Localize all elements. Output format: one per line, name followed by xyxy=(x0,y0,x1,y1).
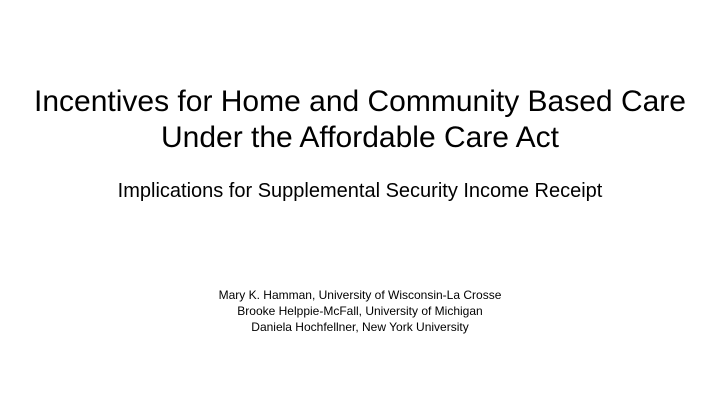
author-1: Mary K. Hamman, University of Wisconsin-La Crosse xyxy=(218,288,502,302)
slide-title-line-2: Under the Affordable Care Act xyxy=(160,121,560,154)
slide-title-line-1: Incentives for Home and Community Based Care xyxy=(34,85,686,118)
author-list xyxy=(0,287,720,335)
author-3: Daniela Hochfellner, New York University xyxy=(251,320,469,334)
author-2: Brooke Helppie-McFall, University of Michigan xyxy=(237,304,483,318)
slide-title xyxy=(0,84,720,156)
slide-subtitle: Implications for Supplemental Security Income Receipt xyxy=(117,180,603,202)
